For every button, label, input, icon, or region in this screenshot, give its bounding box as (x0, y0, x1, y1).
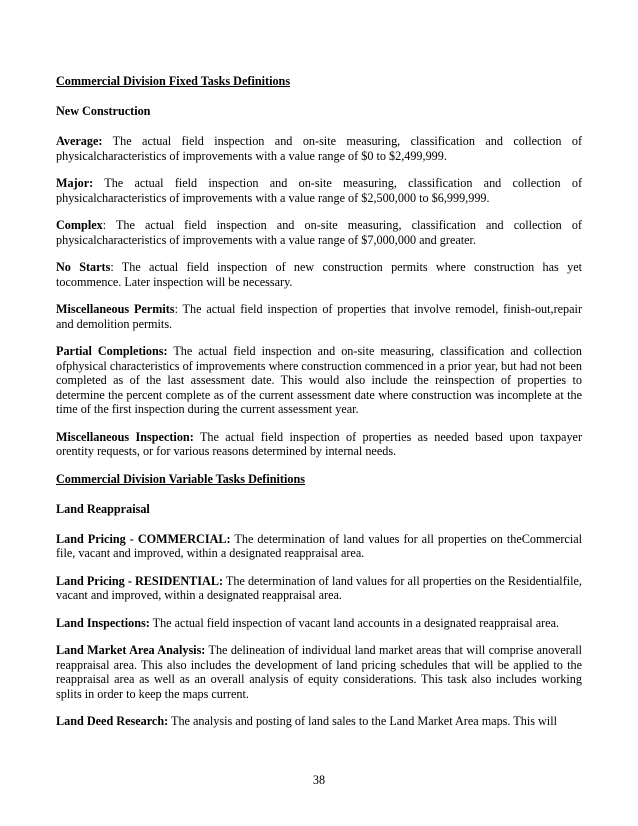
definition-paragraph (56, 218, 582, 247)
definition-text: : The actual field inspection and on-site measuring, classification and collection of physicalcharacteristics of improvements with a value range of $7,000,000 and greater. (56, 218, 582, 247)
definition-text: The determination of land values for all properties on theCommercial file, vacant and improved, within a designated reappraisal area. (56, 531, 582, 560)
definition-term: No Starts (56, 260, 111, 274)
definition-term: Land Pricing - RESIDENTIAL: (56, 573, 224, 588)
definition-text: The determination of land values for all properties on the Residentialfile, vacant and improved, within a designated reappraisal area. (56, 573, 582, 602)
definition-term: Land Deed Research: (56, 714, 169, 728)
definition-text: The delineation of individual land market areas that will comprise anoverall reappraisal area. This also includes the development of land pricing schedules that will be applied to the reappraisal area as well as an overall analysis of equity considerations. This task also includes working splits in order to keep the maps current. (56, 643, 582, 701)
definition-term: Average: (56, 134, 103, 148)
definition-paragraph (56, 176, 582, 205)
definition-text: : The actual field inspection of properties that involve remodel, finish-out,repair and demolition permits. (56, 302, 583, 331)
definition-text: The analysis and posting of land sales to the Land Market Area maps. This will (168, 714, 557, 728)
definition-text: The actual field inspection and on-site measuring, classification and collection of physicalcharacteristics of improvements with a value range of $0 to $2,499,999. (56, 134, 582, 163)
definition-text: The actual field inspection and on-site measuring, classification and collection of physicalcharacteristics of improvements with a value range of $2,500,000 to $6,999,999. (56, 176, 582, 205)
definition-text: The actual field inspection and on-site measuring, classification and collection ofphysical characteristics of improvements where construction commenced in a prior year, but had not been completed as of the last assessment date. This would also include the reinspection of properties to determine the percent complete as of the current assessment date where construction was incomplete at the time of the first inspection during the current assessment year. (56, 344, 582, 416)
section-heading: Commercial Division Variable Tasks Definitions (56, 471, 305, 486)
definition-paragraph (56, 430, 582, 459)
page-content (56, 74, 582, 742)
definition-term: Miscellaneous Inspection: (56, 429, 194, 444)
definition-paragraph (56, 344, 582, 417)
definition-term: Complex (56, 218, 103, 232)
definition-term: Land Market Area Analysis: (56, 643, 206, 657)
definition-paragraph (56, 134, 582, 163)
section-heading: Land Reappraisal (56, 501, 150, 516)
definition-text: : The actual field inspection of new construction permits where construction has yet tocommence. Later inspection will be necessary. (56, 260, 582, 289)
definition-term: Partial Completions: (56, 344, 168, 358)
definition-paragraph (56, 302, 582, 331)
definition-text: The actual field inspection of properties as needed based upon taxpayer orentity requests, or for various reasons determined by internal needs. (56, 429, 583, 458)
definition-term: Land Pricing - COMMERCIAL: (56, 531, 231, 546)
definition-paragraph (56, 643, 582, 701)
definition-term: Miscellaneous Permits (56, 302, 175, 316)
definition-paragraph (56, 616, 582, 631)
definition-term: Major: (56, 176, 94, 190)
page-number: 38 (312, 773, 326, 787)
definition-text: The actual field inspection of vacant land accounts in a designated reappraisal area. (149, 615, 560, 630)
definition-paragraph (56, 574, 582, 603)
definition-paragraph (56, 714, 582, 729)
section-heading: New Construction (56, 104, 151, 118)
definition-term: Land Inspections: (56, 615, 150, 630)
section-heading: Commercial Division Fixed Tasks Definitions (56, 74, 291, 88)
definition-paragraph (56, 260, 582, 289)
definition-paragraph (56, 532, 582, 561)
